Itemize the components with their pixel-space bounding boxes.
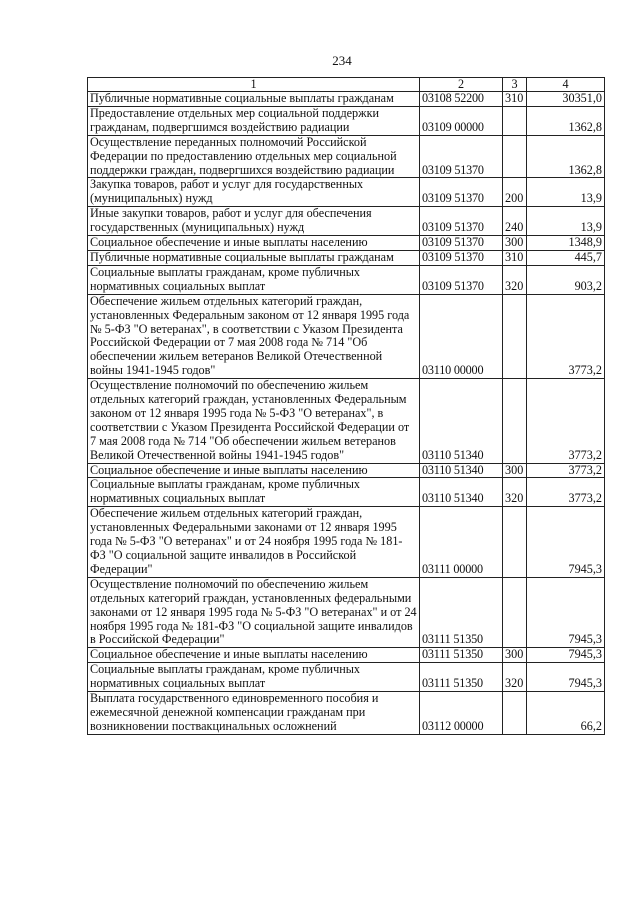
row-code-cell: 03111 00000 (420, 507, 503, 578)
table-row (88, 92, 605, 107)
row-code-cell: 03110 51340 (420, 478, 503, 507)
row-code-cell: 03111 51350 (420, 648, 503, 663)
row-amount-cell: 30351,0 (527, 92, 605, 107)
budget-table (87, 77, 605, 735)
row-code-cell: 03109 00000 (420, 106, 503, 135)
table-row (88, 663, 605, 692)
row-name-cell: Обеспечение жильем отдельных категорий граждан, установленных Федеральными законами от 12 января 1995 года № 5-ФЗ "О ветеранах" и от 24 ноября 1995 года № 181-ФЗ "О социальной защите инвалидов в Российской Федерации" (88, 507, 420, 578)
table-row (88, 463, 605, 478)
row-type-cell: 240 (503, 207, 527, 236)
table-row (88, 207, 605, 236)
row-amount-cell: 1362,8 (527, 106, 605, 135)
row-type-cell: 200 (503, 178, 527, 207)
row-amount-cell: 1362,8 (527, 135, 605, 178)
row-type-cell: 300 (503, 648, 527, 663)
row-name-cell: Иные закупки товаров, работ и услуг для обеспечения государственных (муниципальных) нужд (88, 207, 420, 236)
row-code-cell: 03110 51340 (420, 463, 503, 478)
row-type-cell (503, 106, 527, 135)
row-type-cell (503, 507, 527, 578)
row-code-cell: 03109 51370 (420, 265, 503, 294)
row-code-cell: 03108 52200 (420, 92, 503, 107)
table-row (88, 507, 605, 578)
row-code-cell: 03111 51350 (420, 663, 503, 692)
row-amount-cell: 66,2 (527, 692, 605, 735)
row-name-cell: Осуществление переданных полномочий Российской Федерации по предоставлению отдельных мер социальной поддержки граждан, подвергшихся воздействию радиации (88, 135, 420, 178)
row-code-cell: 03109 51370 (420, 236, 503, 251)
row-amount-cell: 3773,2 (527, 294, 605, 378)
table-row (88, 478, 605, 507)
row-type-cell: 310 (503, 92, 527, 107)
row-type-cell (503, 692, 527, 735)
row-code-cell: 03110 00000 (420, 294, 503, 378)
row-amount-cell: 3773,2 (527, 463, 605, 478)
row-code-cell: 03109 51370 (420, 178, 503, 207)
row-name-cell: Обеспечение жильем отдельных категорий граждан, установленных Федеральным законом от 12 января 1995 года № 5-ФЗ "О ветеранах", в соответствии с Указом Президента Российской Федерации от 7 мая 2008 года № 714 "Об обеспечении жильем ветеранов Великой Отечественной войны 1941-1945 годов" (88, 294, 420, 378)
row-name-cell: Публичные нормативные социальные выплаты гражданам (88, 250, 420, 265)
table-header-row (88, 78, 605, 92)
row-type-cell: 320 (503, 478, 527, 507)
row-name-cell: Публичные нормативные социальные выплаты гражданам (88, 92, 420, 107)
table-row (88, 648, 605, 663)
table-row (88, 250, 605, 265)
row-name-cell: Выплата государственного единовременного пособия и ежемесячной денежной компенсации гражданам при возникновении поствакцинальных осложнений (88, 692, 420, 735)
row-name-cell: Осуществление полномочий по обеспечению жильем отдельных категорий граждан, установленных Федеральным законом от 12 января 1995 года № 5-ФЗ "О ветеранах", в соответствии с Указом Президента Российской Федерации от 7 мая 2008 года № 714 "Об обеспечении жильем ветеранов Великой Отечественной войны 1941-1945 годов" (88, 379, 420, 463)
row-amount-cell: 13,9 (527, 178, 605, 207)
row-amount-cell: 903,2 (527, 265, 605, 294)
table-row (88, 106, 605, 135)
table-row (88, 265, 605, 294)
table-row (88, 178, 605, 207)
row-amount-cell: 3773,2 (527, 478, 605, 507)
table-row (88, 236, 605, 251)
table-row (88, 577, 605, 648)
row-code-cell: 03110 51340 (420, 379, 503, 463)
table-row (88, 379, 605, 463)
row-amount-cell: 7945,3 (527, 663, 605, 692)
row-amount-cell: 7945,3 (527, 507, 605, 578)
page-number: 234 (332, 53, 352, 68)
table-row (88, 294, 605, 378)
row-code-cell: 03111 51350 (420, 577, 503, 648)
row-type-cell: 310 (503, 250, 527, 265)
row-type-cell: 300 (503, 463, 527, 478)
header-cell-name: 1 (88, 78, 420, 92)
row-amount-cell: 3773,2 (527, 379, 605, 463)
row-name-cell: Закупка товаров, работ и услуг для государственных (муниципальных) нужд (88, 178, 420, 207)
row-code-cell: 03109 51370 (420, 135, 503, 178)
header-cell-amount: 4 (527, 78, 605, 92)
row-type-cell (503, 577, 527, 648)
row-type-cell: 300 (503, 236, 527, 251)
header-cell-type: 3 (503, 78, 527, 92)
table-row (88, 135, 605, 178)
row-name-cell: Социальное обеспечение и иные выплаты населению (88, 463, 420, 478)
row-type-cell: 320 (503, 265, 527, 294)
row-name-cell: Социальное обеспечение и иные выплаты населению (88, 648, 420, 663)
row-code-cell: 03112 00000 (420, 692, 503, 735)
row-type-cell: 320 (503, 663, 527, 692)
row-amount-cell: 445,7 (527, 250, 605, 265)
row-name-cell: Предоставление отдельных мер социальной поддержки гражданам, подвергшимся воздействию радиации (88, 106, 420, 135)
row-amount-cell: 13,9 (527, 207, 605, 236)
header-cell-code: 2 (420, 78, 503, 92)
row-type-cell (503, 379, 527, 463)
row-name-cell: Социальные выплаты гражданам, кроме публичных нормативных социальных выплат (88, 663, 420, 692)
row-name-cell: Социальные выплаты гражданам, кроме публичных нормативных социальных выплат (88, 265, 420, 294)
row-name-cell: Осуществление полномочий по обеспечению жильем отдельных категорий граждан, установленных федеральными законами от 12 января 1995 года № 5-ФЗ "О ветеранах" и от 24 ноября 1995 года № 181-ФЗ "О социальной защите инвалидов в Российской Федерации" (88, 577, 420, 648)
row-code-cell: 03109 51370 (420, 250, 503, 265)
table-row (88, 692, 605, 735)
row-amount-cell: 1348,9 (527, 236, 605, 251)
row-name-cell: Социальное обеспечение и иные выплаты населению (88, 236, 420, 251)
row-amount-cell: 7945,3 (527, 648, 605, 663)
row-amount-cell: 7945,3 (527, 577, 605, 648)
row-name-cell: Социальные выплаты гражданам, кроме публичных нормативных социальных выплат (88, 478, 420, 507)
row-type-cell (503, 294, 527, 378)
row-code-cell: 03109 51370 (420, 207, 503, 236)
row-type-cell (503, 135, 527, 178)
